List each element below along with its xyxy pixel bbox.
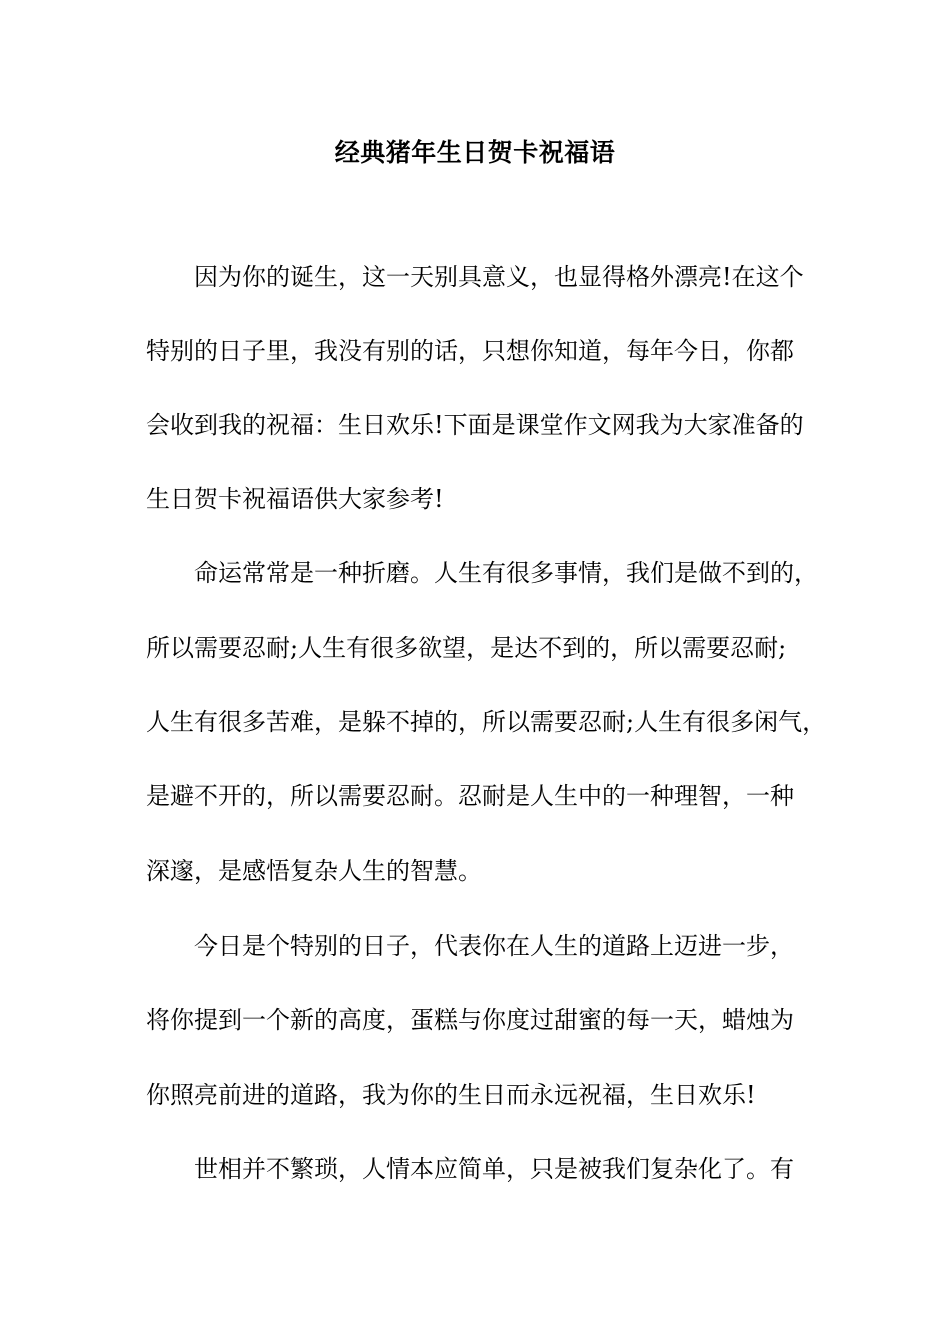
paragraph-line: 今日是个特别的日子，代表你在人生的道路上迈进一步， xyxy=(194,932,794,960)
paragraph-line: 因为你的诞生，这一天别具意义，也显得格外漂亮!在这个 xyxy=(194,263,804,291)
paragraph-line: 是避不开的，所以需要忍耐。忍耐是人生中的一种理智，一种 xyxy=(146,782,794,810)
paragraph-line: 特别的日子里，我没有别的话，只想你知道，每年今日，你都 xyxy=(146,337,794,365)
paragraph-line: 人生有很多苦难，是躲不掉的，所以需要忍耐;人生有很多闲气， xyxy=(146,708,827,736)
paragraph-line: 生日贺卡祝福语供大家参考! xyxy=(146,485,444,513)
paragraph-line: 深邃，是感悟复杂人生的智慧。 xyxy=(146,857,482,885)
paragraph-line: 世相并不繁琐，人情本应简单，只是被我们复杂化了。有 xyxy=(194,1155,794,1183)
document-title: 经典猪年生日贺卡祝福语 xyxy=(334,138,616,167)
paragraph-line: 会收到我的祝福：生日欢乐!下面是课堂作文网我为大家准备的 xyxy=(146,411,804,439)
paragraph-line: 命运常常是一种折磨。人生有很多事情，我们是做不到的， xyxy=(194,559,818,587)
paragraph-line: 所以需要忍耐;人生有很多欲望，是达不到的，所以需要忍耐; xyxy=(146,634,787,662)
paragraph-line: 将你提到一个新的高度，蛋糕与你度过甜蜜的每一天，蜡烛为 xyxy=(146,1006,794,1034)
paragraph-line: 你照亮前进的道路，我为你的生日而永远祝福，生日欢乐! xyxy=(146,1081,756,1109)
